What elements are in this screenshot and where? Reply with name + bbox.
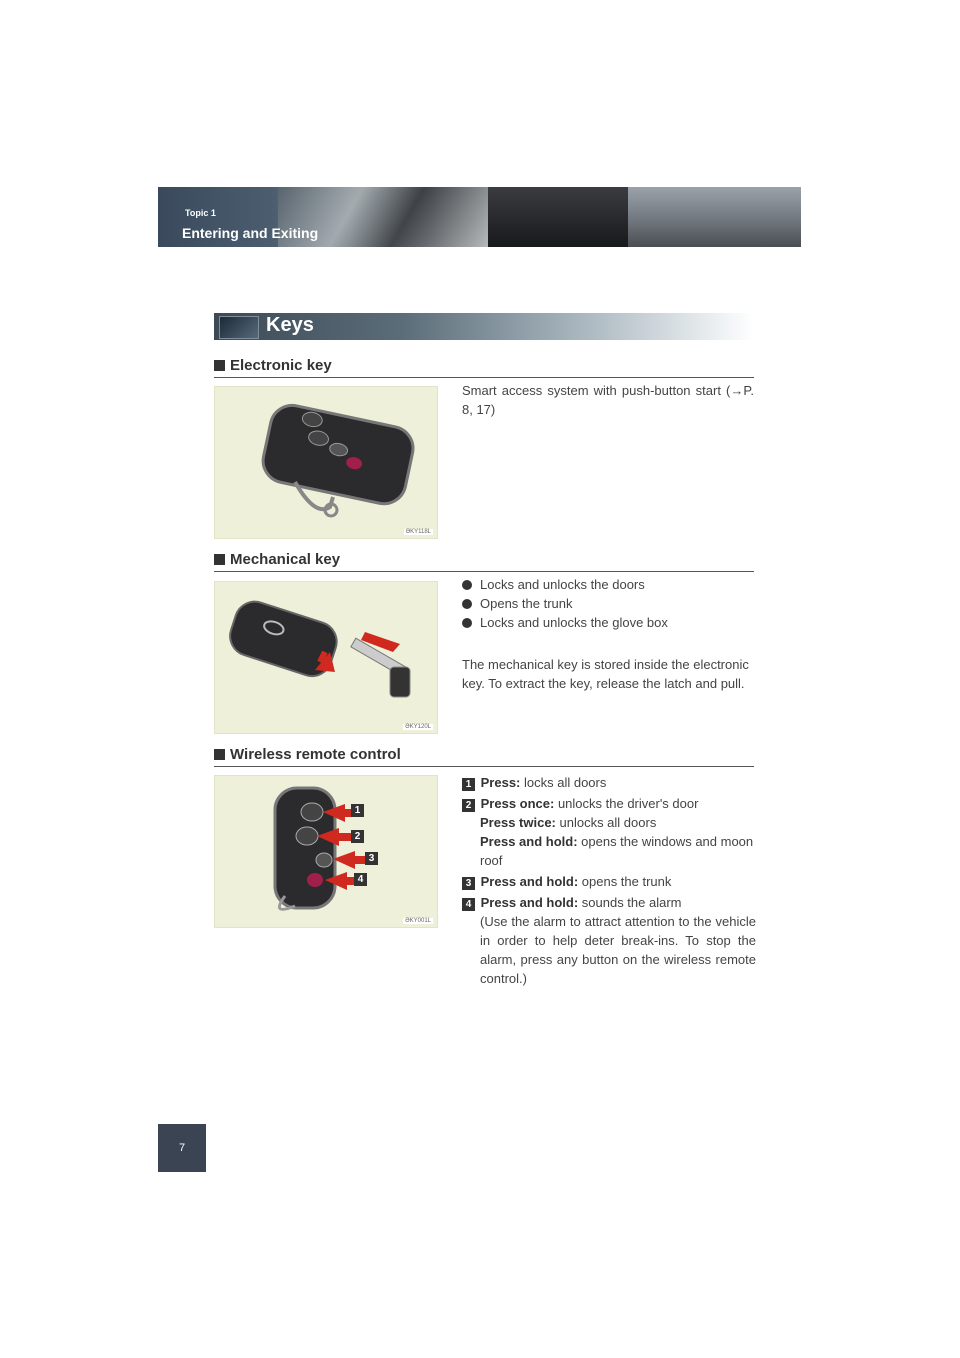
section-title: Keys (266, 314, 314, 336)
wireless-remote-heading: Wireless remote control (214, 746, 754, 767)
callout-1: 1 (351, 804, 364, 817)
electronic-key-description: Smart access system with push-button start (→P. 8, 17) (462, 383, 754, 417)
list-item: 2 Press once: unlocks the driver's door (462, 794, 756, 813)
callout-2: 2 (351, 830, 364, 843)
remote-illustration (215, 776, 437, 927)
wireless-remote-list (462, 773, 756, 988)
electronic-key-image (214, 386, 438, 539)
list-item: Locks and unlocks the doors (462, 577, 754, 592)
page-number: 7 (158, 1124, 206, 1172)
item-number-4: 4 (462, 898, 475, 911)
image-code: ӘKY120L (405, 724, 431, 730)
smart-key-illustration (215, 387, 437, 538)
item-number-3: 3 (462, 877, 475, 890)
item-number-1: 1 (462, 778, 475, 791)
topic-title: Entering and Exiting (182, 225, 319, 241)
mechanical-key-image (214, 581, 438, 734)
mechanical-key-illustration (215, 582, 437, 733)
bullet-icon (462, 599, 472, 609)
list-item: 1 Press: locks all doors (462, 773, 756, 792)
mechanical-key-bullets (462, 577, 754, 630)
section-thumbnail (219, 316, 259, 339)
list-item: Opens the trunk (462, 596, 754, 611)
electronic-key-heading: Electronic key (214, 357, 754, 378)
list-item: 3 Press and hold: opens the trunk (462, 872, 756, 891)
list-item-line: Press and hold: opens the windows and moon roof (480, 834, 754, 868)
banner-photo-interior (488, 187, 628, 247)
list-item-line: (Use the alarm to attract attention to the vehicle in order to help deter break-ins. To stop the alarm, press any button on the wireless remote control.) (480, 914, 756, 986)
mechanical-key-note: The mechanical key is stored inside the electronic key. To extract the key, release the latch and pull. (462, 657, 749, 691)
image-code: ӘKY001L (405, 918, 431, 924)
list-item: Locks and unlocks the glove box (462, 615, 754, 630)
image-code: ӘKY118L (405, 529, 431, 535)
topic-label: Topic 1 (185, 208, 216, 218)
bullet-icon (462, 580, 472, 590)
square-bullet-icon (214, 360, 225, 371)
list-item-line: Press twice: unlocks all doors (480, 815, 657, 830)
list-item: 4 Press and hold: sounds the alarm (462, 893, 756, 912)
callout-3: 3 (365, 852, 378, 865)
callout-4: 4 (354, 873, 367, 886)
banner-photo-car (628, 187, 801, 247)
wireless-remote-image (214, 775, 438, 928)
square-bullet-icon (214, 554, 225, 565)
mechanical-key-heading: Mechanical key (214, 551, 754, 572)
item-number-2: 2 (462, 799, 475, 812)
bullet-icon (462, 618, 472, 628)
square-bullet-icon (214, 749, 225, 760)
